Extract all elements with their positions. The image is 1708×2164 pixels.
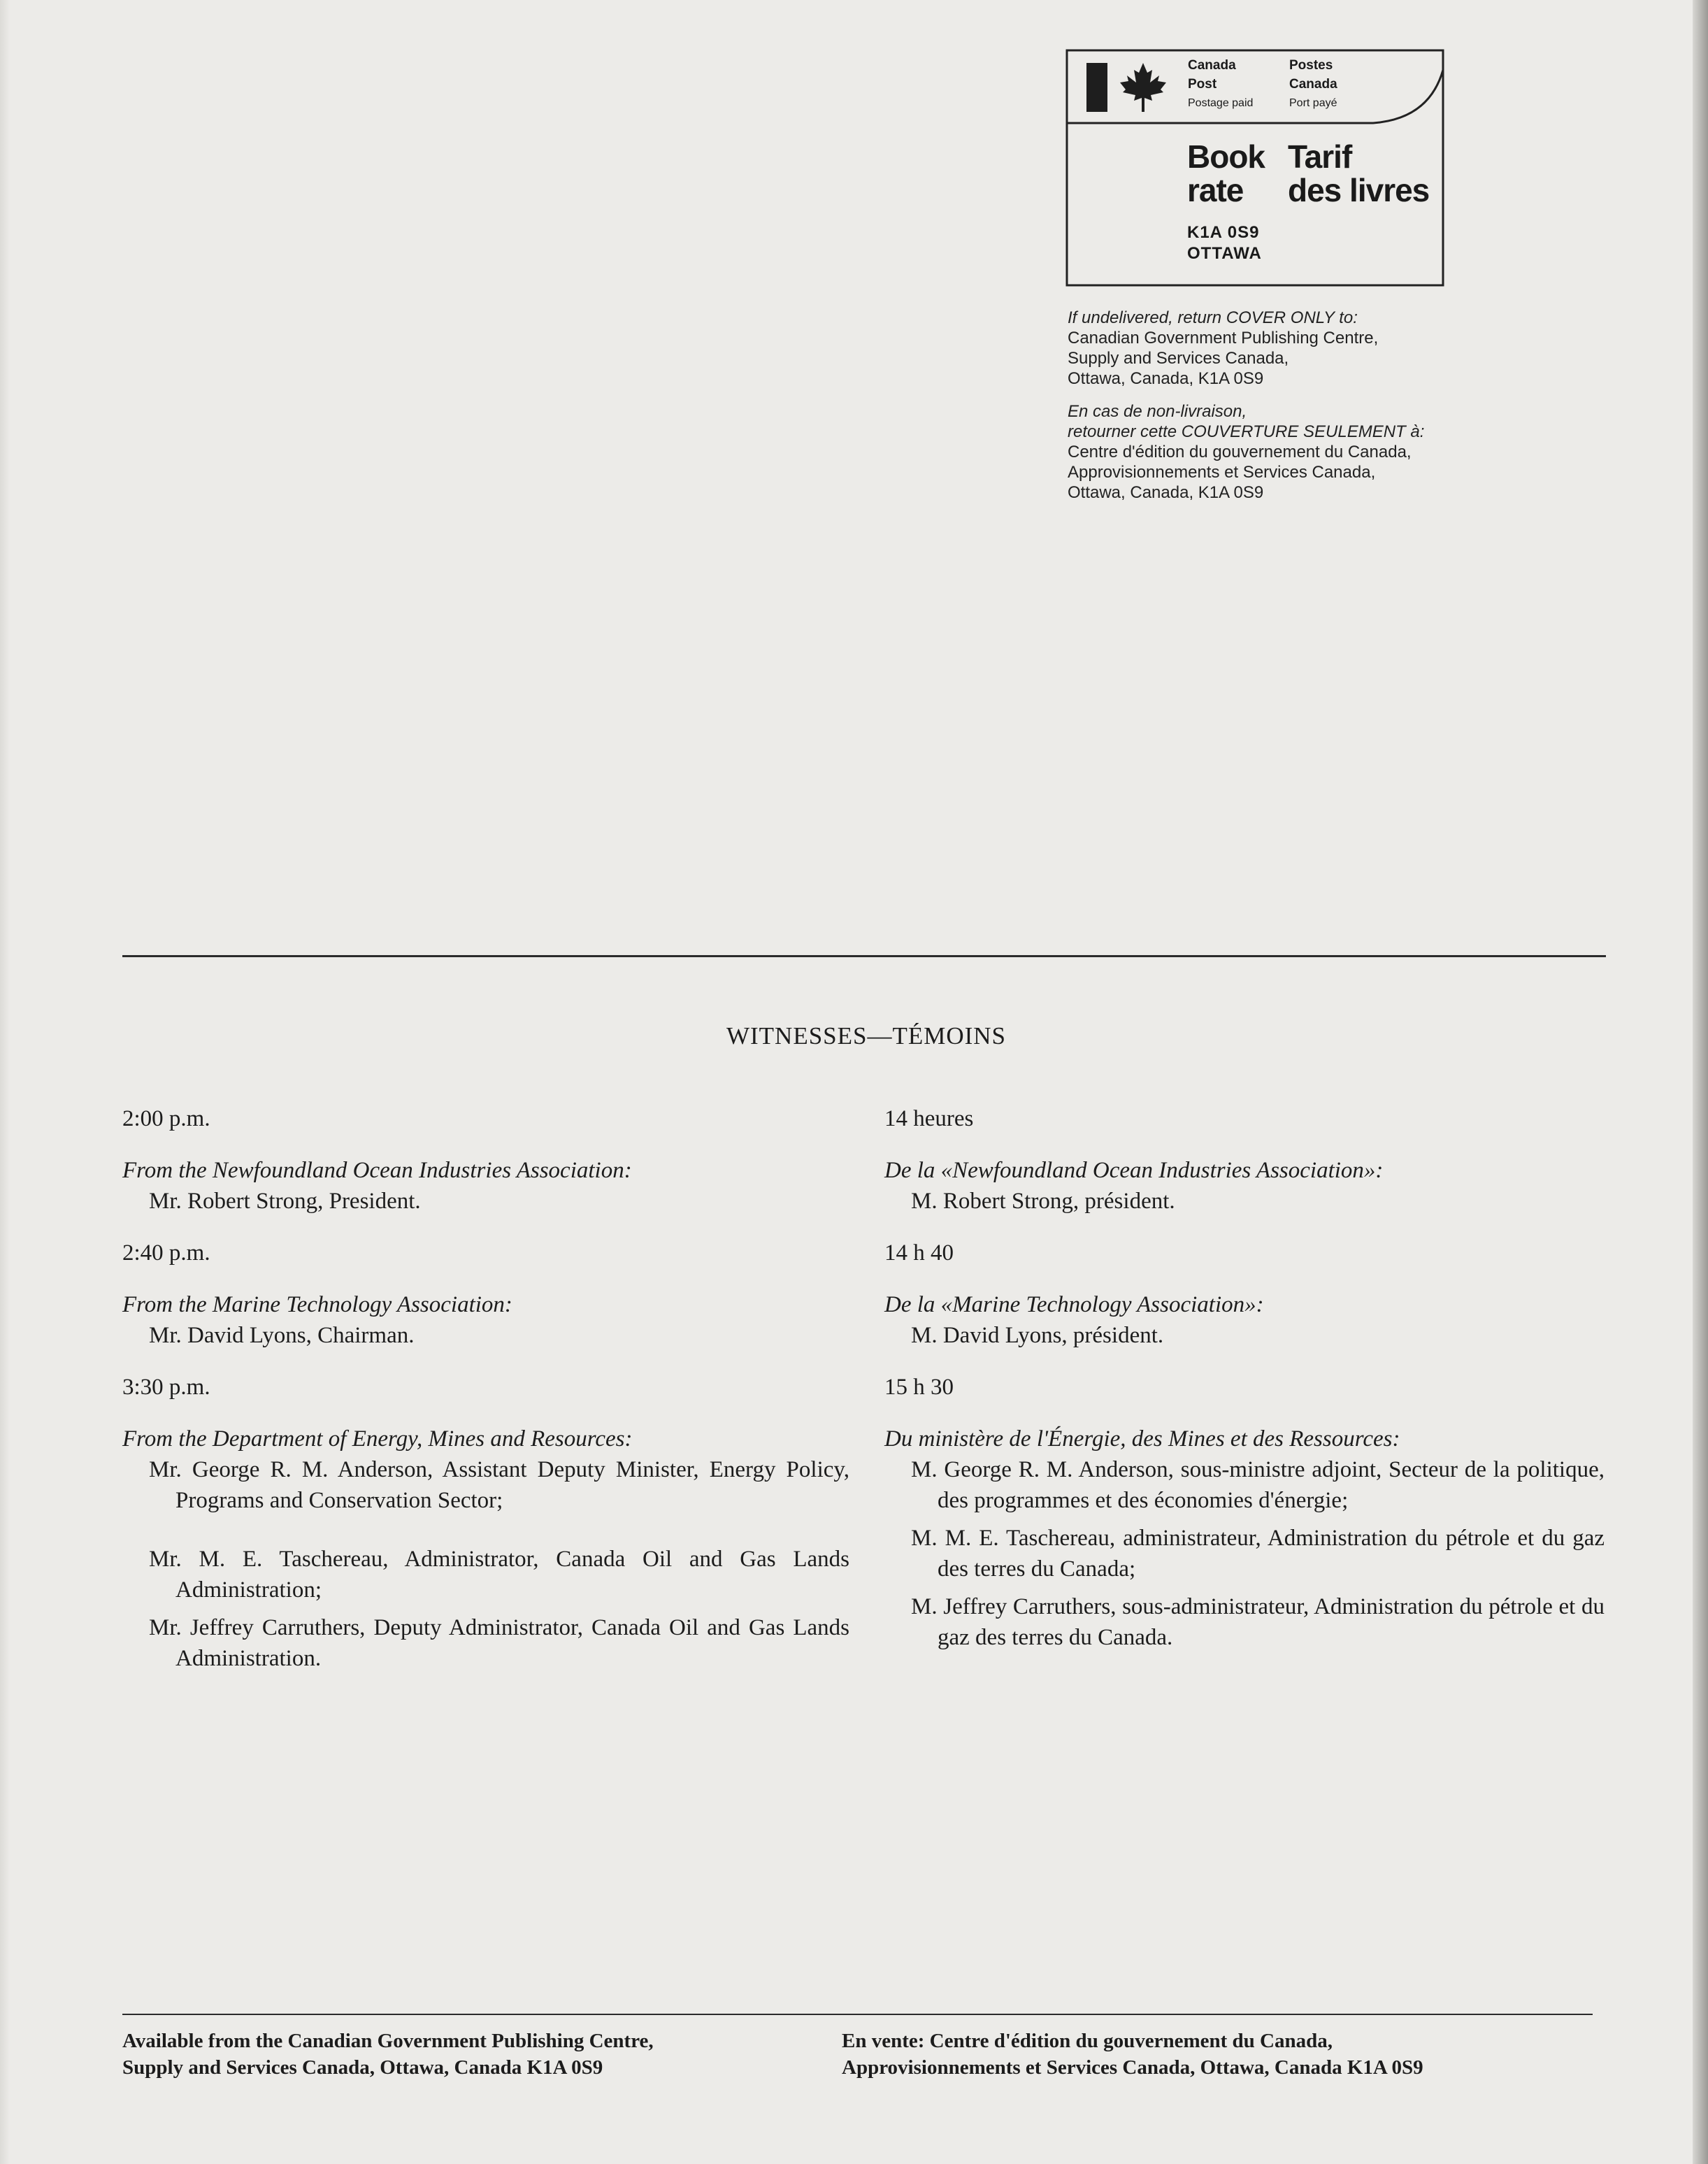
witnesses-french-column	[884, 1103, 1605, 1674]
divider-bottom	[122, 2014, 1593, 2015]
organization-name: From the Marine Technology Association:	[122, 1292, 512, 1317]
postage-indicia	[1065, 49, 1444, 287]
time-slot: 14 h 40	[884, 1240, 954, 1266]
witness-entry: Mr. George R. M. Anderson, Assistant Deputy Minister, Energy Policy, Programs and Conservation Sector;	[149, 1457, 849, 1513]
time-slot: 2:00 p.m.	[122, 1106, 210, 1131]
divider-top	[122, 955, 1606, 957]
organization-name: De la «Marine Technology Association»:	[884, 1292, 1264, 1317]
time-slot: 2:40 p.m.	[122, 1240, 210, 1266]
canada-post-name: Canada Post Postage paid	[1188, 58, 1254, 109]
tarif-des-livres-label: Tarif des livres	[1288, 138, 1430, 208]
witnesses-english-column	[122, 1103, 849, 1695]
footer-availability-en: Available from the Canadian Government Publishing Centre, Supply and Services Canada, Ottawa, Canada K1A 0S9	[122, 2030, 654, 2079]
witness-group	[884, 1289, 1605, 1351]
witness-entry: Mr. David Lyons, Chairman.	[149, 1323, 415, 1348]
organization-name: De la «Newfoundland Ocean Industries Association»:	[884, 1158, 1384, 1183]
witness-entry: M. Jeffrey Carruthers, sous-administrateur, Administration du pétrole et du gaz des terres du Canada.	[911, 1594, 1605, 1650]
flag-bar	[1086, 63, 1107, 112]
witness-group	[122, 1289, 849, 1351]
book-rate-label: Book rate	[1187, 138, 1265, 208]
page-left-edge	[0, 0, 10, 2164]
witness-entry: M. M. E. Taschereau, administrateur, Administration du pétrole et du gaz des terres du Canada;	[911, 1526, 1605, 1582]
witness-entry: Mr. Robert Strong, President.	[149, 1189, 421, 1214]
time-slot: 15 h 30	[884, 1375, 954, 1400]
witness-group	[884, 1155, 1605, 1217]
time-slot: 3:30 p.m.	[122, 1375, 210, 1400]
time-slot: 14 heures	[884, 1106, 974, 1131]
return-address-en: If undelivered, return COVER ONLY to: Canadian Government Publishing Centre, Supply and Services Canada, Ottawa, Canada, K1A 0S9	[1068, 308, 1379, 388]
witness-group	[884, 1424, 1605, 1653]
maple-leaf-icon	[1119, 62, 1168, 113]
page-right-edge	[1693, 0, 1708, 2164]
witness-entry: Mr. Jeffrey Carruthers, Deputy Administrator, Canada Oil and Gas Lands Administration.	[149, 1615, 849, 1671]
witness-group	[122, 1155, 849, 1217]
organization-name: From the Department of Energy, Mines and Resources:	[122, 1426, 633, 1452]
return-address	[1068, 308, 1571, 515]
organization-name: From the Newfoundland Ocean Industries Association:	[122, 1158, 632, 1183]
witness-entry: Mr. M. E. Taschereau, Administrator, Canada Oil and Gas Lands Administration;	[149, 1547, 849, 1603]
witness-entry: M. David Lyons, président.	[911, 1323, 1164, 1348]
footer-availability-fr: En vente: Centre d'édition du gouvernement du Canada, Approvisionnements et Services Canada, Ottawa, Canada K1A 0S9	[842, 2030, 1423, 2079]
witness-entry: M. Robert Strong, président.	[911, 1189, 1175, 1214]
postes-canada-name: Postes Canada Port payé	[1289, 58, 1337, 109]
return-address-fr: En cas de non-livraison, retourner cette COUVERTURE SEULEMENT à: Centre d'édition du gouvernement du Canada, Approvisionnements et Services Canada, Ottawa, Canada, K1A 0S9	[1068, 402, 1425, 502]
witnesses-heading: WITNESSES—TÉMOINS	[726, 1022, 1007, 1049]
organization-name: Du ministère de l'Énergie, des Mines et des Ressources:	[884, 1426, 1400, 1452]
postal-code: K1A 0S9 OTTAWA	[1187, 223, 1262, 263]
witness-entry: M. George R. M. Anderson, sous-ministre adjoint, Secteur de la politique, des programmes et des économies d'énergie;	[911, 1457, 1605, 1513]
witness-group	[122, 1424, 849, 1674]
